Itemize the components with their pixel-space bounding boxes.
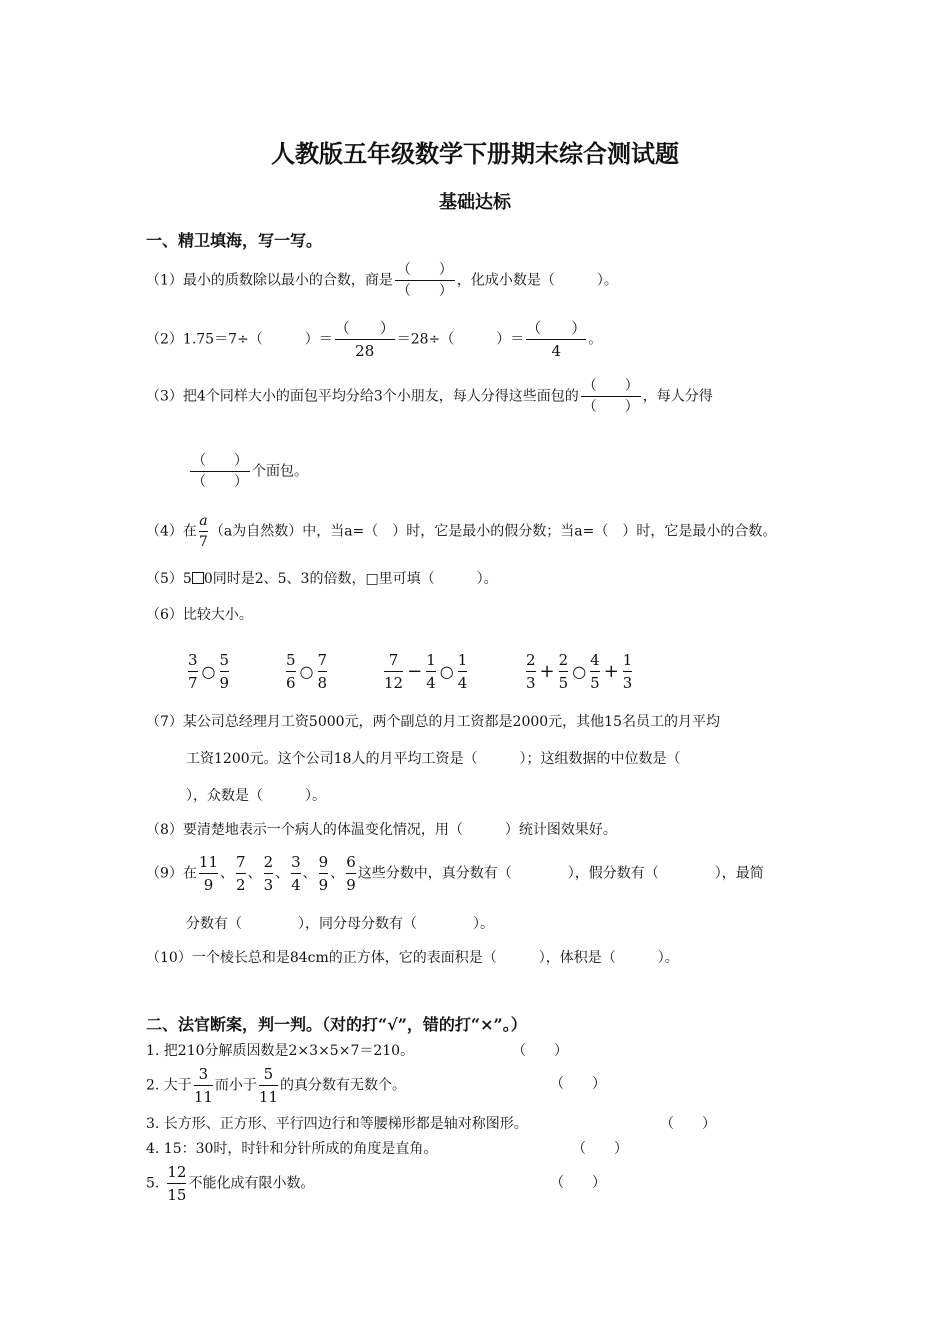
q4-fraction — [199, 512, 208, 551]
judge-paren-2: （ ） — [550, 1076, 606, 1092]
compare-circle: ○ — [572, 662, 587, 681]
c4-a2-num: 2 — [558, 651, 569, 669]
q3-text-post: ，每人分得 — [642, 388, 713, 405]
q9-separator: 、 — [247, 865, 262, 882]
q9-separator: 、 — [220, 865, 235, 882]
q9-f2-num: 7 — [236, 853, 246, 871]
j2-f1-den: 11 — [193, 1088, 213, 1106]
c1-b-den: 9 — [219, 674, 230, 692]
q2-fraction-2 — [526, 318, 586, 361]
c3-b-num: 1 — [457, 651, 468, 669]
q9-fraction — [264, 852, 274, 895]
q2-f1-num: （ ） — [334, 319, 395, 337]
q9-f5-num: 9 — [318, 853, 329, 871]
q3-line2-fraction-blank — [190, 452, 250, 491]
compare3-left — [384, 650, 403, 693]
section2-heading: 二、法官断案，判一判。（对的打“√”，错的打“×”。） — [146, 1015, 527, 1034]
q9-f5-den: 9 — [318, 876, 329, 894]
q2-text-post: 。 — [588, 331, 603, 348]
question-1 — [146, 261, 618, 300]
q2-text-pre: （2）1.75＝7÷（ ）＝ — [146, 331, 333, 348]
compare4-right2 — [623, 650, 633, 693]
q1-fraction-blank — [395, 261, 455, 300]
plus-sign: + — [603, 661, 619, 682]
compare-item-2 — [284, 650, 329, 693]
q9-f6-den: 9 — [346, 876, 356, 894]
judge-item-1: 1. 把210分解质因数是2×3×5×7＝210。 — [146, 1043, 415, 1059]
section1-heading: 一、精卫填海，写一写。 — [146, 231, 323, 250]
q9-separator: 、 — [302, 865, 317, 882]
j5-text-pre: 5. — [146, 1175, 160, 1192]
q4-text-pre: （4）在 — [146, 523, 197, 540]
compare3-left2 — [426, 650, 436, 693]
q9-fraction — [199, 852, 218, 895]
question-9 — [146, 852, 764, 895]
q1-text-post: ，化成小数是（ ）。 — [456, 272, 618, 289]
c2-a-den: 6 — [286, 674, 296, 692]
j2-fraction-1 — [194, 1064, 213, 1107]
c1-a-den: 7 — [188, 674, 198, 692]
question-7-line1: （7）某公司总经理月工资5000元，两个副总的月工资都是2000元，其他15名员工的月平均 — [146, 714, 720, 730]
compare3-right — [458, 650, 468, 693]
judge-paren-4: （ ） — [572, 1141, 628, 1157]
c4-a2-den: 5 — [558, 674, 569, 692]
judge-paren-3: （ ） — [660, 1116, 716, 1132]
j5-text-post: 不能化成有限小数。 — [188, 1175, 315, 1192]
q2-fraction-1 — [335, 318, 395, 361]
compare2-left — [286, 650, 296, 693]
compare-item-3 — [382, 650, 469, 693]
question-8: （8）要清楚地表示一个病人的体温变化情况，用（ ）统计图效果好。 — [146, 822, 617, 838]
q3-line2-den: （ ） — [192, 474, 248, 490]
q2-f1-den: 28 — [355, 342, 375, 360]
c4-b-num: 4 — [590, 651, 600, 669]
c4-b-den: 5 — [590, 674, 600, 692]
judge-item-3: 3. 长方形、正方形、平行四边行和等腰梯形都是轴对称图形。 — [146, 1116, 528, 1132]
c2-b-den: 8 — [317, 674, 328, 692]
question-7-line3: ），众数是（ ）。 — [186, 788, 326, 804]
q3-blank-den: （ ） — [582, 399, 639, 415]
q9-text-post: 这些分数中，真分数有（ ），假分数有（ ），最简 — [357, 865, 764, 882]
compare-item-1 — [186, 650, 231, 693]
c1-a-num: 3 — [188, 651, 198, 669]
c2-b-num: 7 — [317, 651, 328, 669]
c3-a-num: 7 — [388, 651, 399, 669]
q9-fraction — [346, 852, 356, 895]
judge-item-5 — [146, 1162, 314, 1205]
j2-text-post: 的真分数有无数个。 — [280, 1077, 406, 1094]
c3-b-den: 4 — [457, 674, 468, 692]
compare-item-4 — [524, 650, 634, 693]
q2-f2-den: 4 — [551, 342, 562, 360]
j2-fraction-2 — [259, 1064, 278, 1107]
c3-a-den: 12 — [384, 674, 404, 692]
question-7-line2: 工资1200元。这个公司18人的月平均工资是（ ）；这组数据的中位数是（ — [186, 751, 681, 767]
compare-circle: ○ — [201, 662, 216, 681]
compare4-left — [526, 650, 536, 693]
q9-f1-den: 9 — [203, 876, 214, 894]
c4-b2-num: 1 — [622, 651, 633, 669]
compare-circle: ○ — [299, 662, 314, 681]
judge-paren-5: （ ） — [550, 1175, 606, 1191]
judge-item-4: 4. 15：30时，时针和分针所成的角度是直角。 — [146, 1141, 438, 1157]
page-title: 人教版五年级数学下册期末综合测试题 — [271, 139, 679, 168]
q3-line2-num: （ ） — [192, 453, 248, 469]
judge-item-2 — [146, 1064, 406, 1107]
compare4-left2 — [559, 650, 569, 693]
c4-b2-den: 3 — [622, 674, 633, 692]
question-5 — [146, 568, 498, 588]
j2-f2-den: 11 — [258, 1088, 278, 1106]
q3-text-pre: （3）把4个同样大小的面包平均分给3个小朋友，每人分得这些面包的 — [146, 388, 579, 405]
q9-text-pre: （9）在 — [146, 865, 197, 882]
j2-f2-num: 5 — [263, 1065, 274, 1083]
j2-text-pre: 2. 大于 — [146, 1077, 192, 1094]
j5-f-den: 15 — [167, 1186, 187, 1204]
q9-f2-den: 2 — [236, 876, 246, 894]
q3-fraction-blank — [581, 377, 641, 416]
q9-f4-den: 4 — [291, 876, 301, 894]
question-3 — [146, 377, 713, 416]
q9-fraction — [291, 852, 301, 895]
q9-separator: 、 — [330, 865, 345, 882]
compare2-right — [318, 650, 328, 693]
q9-f3-den: 3 — [263, 876, 274, 894]
question-10: （10）一个棱长总和是84cm的正方体，它的表面积是（ ），体积是（ ）。 — [146, 950, 679, 966]
q4-f-den: 7 — [198, 534, 208, 550]
q5-text-post: 0同时是2、5、3的倍数，□里可填（ ）。 — [203, 571, 498, 587]
question-3-line2 — [188, 452, 308, 491]
q9-separator: 、 — [275, 865, 290, 882]
q9-f6-num: 6 — [346, 853, 356, 871]
j5-f-num: 12 — [167, 1163, 187, 1181]
j5-fraction — [167, 1162, 186, 1205]
q9-fraction — [319, 852, 329, 895]
q3-line2-post: 个面包。 — [252, 463, 308, 480]
judge-paren-1: （ ） — [512, 1043, 568, 1059]
q2-text-mid: ＝28÷（ ）＝ — [396, 331, 525, 348]
question-9-line2: 分数有（ ），同分母分数有（ ）。 — [186, 916, 494, 932]
q1-blank-num: （ ） — [396, 262, 453, 278]
compare4-right — [590, 650, 600, 693]
compare1-left — [188, 650, 198, 693]
j2-text-mid: 而小于 — [214, 1077, 257, 1094]
q9-f1-num: 11 — [198, 853, 219, 871]
question-6-label: （6）比较大小。 — [146, 607, 253, 623]
q9-f3-num: 2 — [263, 853, 274, 871]
q5-text-pre: （5）5 — [146, 571, 192, 587]
page-subtitle: 基础达标 — [439, 192, 511, 213]
square-blank-icon — [192, 572, 204, 584]
q4-f-num: a — [199, 513, 208, 529]
c3-a2-den: 4 — [426, 674, 436, 692]
q1-blank-den: （ ） — [396, 283, 453, 299]
q1-text-pre: （1）最小的质数除以最小的合数，商是 — [146, 272, 393, 289]
j2-f1-num: 3 — [198, 1065, 209, 1083]
compare-circle: ○ — [439, 662, 454, 681]
plus-sign: + — [539, 661, 555, 682]
question-2 — [146, 318, 602, 361]
minus-sign: − — [407, 661, 423, 682]
question-4 — [146, 512, 776, 551]
c1-b-num: 5 — [219, 651, 230, 669]
c3-a2-num: 1 — [426, 651, 436, 669]
c4-a-num: 2 — [526, 651, 536, 669]
q9-fraction — [236, 852, 246, 895]
q2-f2-num: （ ） — [526, 319, 587, 337]
q3-blank-num: （ ） — [582, 378, 639, 394]
compare1-right — [220, 650, 230, 693]
c2-a-num: 5 — [286, 651, 296, 669]
q4-text-post: （a为自然数）中，当a=（ ）时，它是最小的假分数；当a=（ ）时，它是最小的合数。 — [209, 523, 777, 540]
c4-a-den: 3 — [526, 674, 536, 692]
q9-f4-num: 3 — [291, 853, 301, 871]
